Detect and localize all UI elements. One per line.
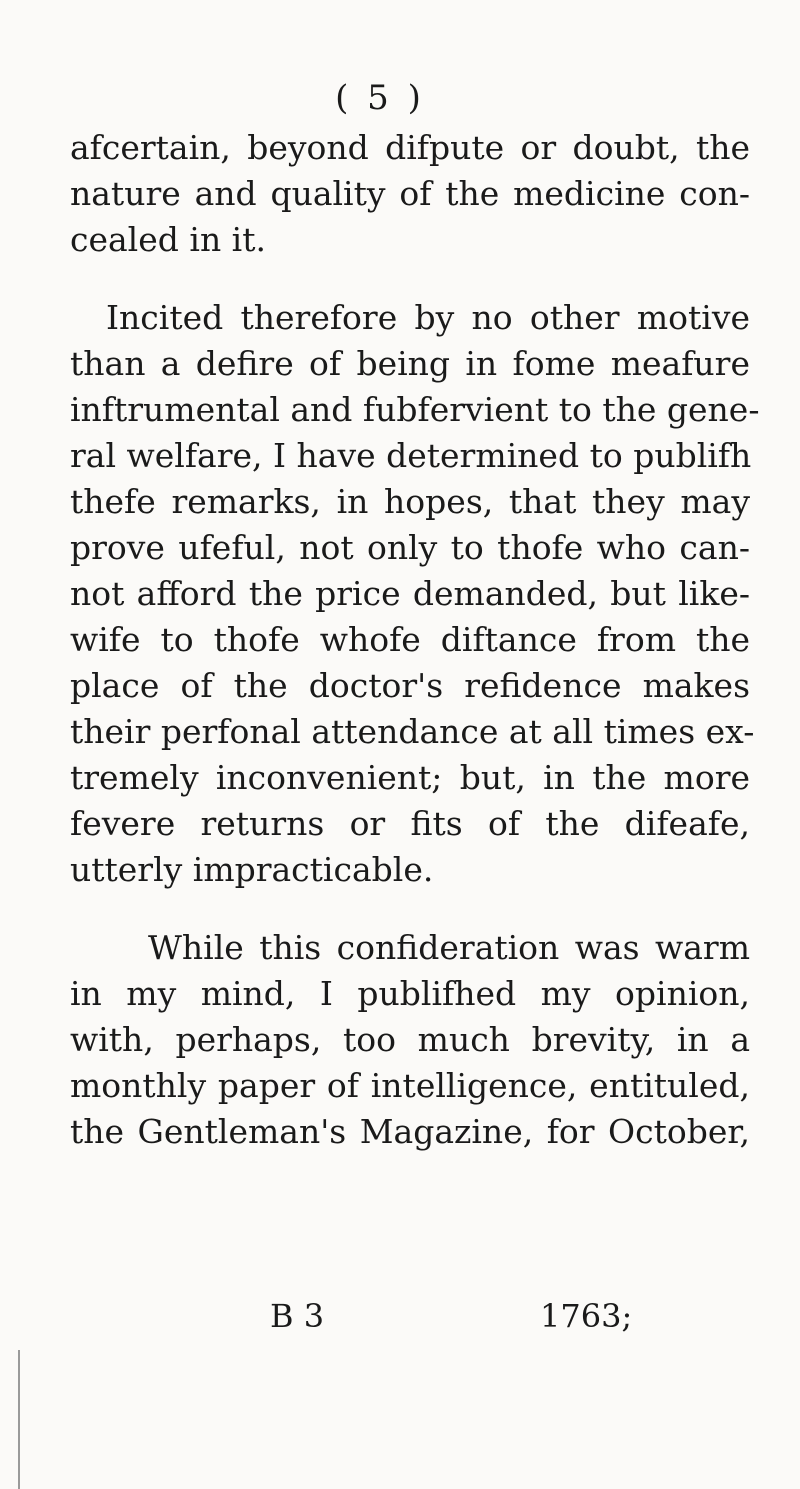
page-number: ( 5 ) — [335, 78, 425, 118]
paragraph — [70, 925, 750, 1155]
text-line: ral welfare, I have determined to publifh — [70, 436, 752, 475]
binding-edge-line — [18, 1350, 20, 1489]
text-line: the Gentleman's Magazine, for October, — [70, 1112, 750, 1151]
text-line: not afford the price demanded, but like- — [70, 574, 750, 613]
text-line: prove ufeful, not only to thofe who can- — [70, 528, 750, 567]
text-line: Incited therefore by no other motive — [106, 298, 750, 337]
text-line: afcertain, beyond difpute or doubt, the — [70, 128, 750, 167]
paragraph — [70, 295, 760, 893]
paragraph — [70, 125, 750, 263]
text-line: place of the doctor's refidence makes — [70, 666, 750, 705]
text-line: While this confideration was warm — [148, 928, 750, 967]
text-line: wife to thofe whofe diftance from the — [70, 620, 750, 659]
text-line: with, perhaps, too much brevity, in a — [70, 1020, 750, 1059]
body-text — [70, 125, 760, 1155]
text-line: than a defire of being in fome meafure — [70, 344, 750, 383]
text-line: cealed in it. — [70, 220, 266, 259]
text-line: inftrumental and fubfervient to the gene- — [70, 390, 760, 429]
text-line: fevere returns or fits of the difeafe, — [70, 804, 750, 843]
text-line: utterly impracticable. — [70, 850, 434, 889]
text-line: tremely inconvenient; but, in the more — [70, 758, 750, 797]
catchword: 1763; — [540, 1297, 633, 1335]
text-line: in my mind, I publifhed my opinion, — [70, 974, 750, 1013]
text-line: monthly paper of intelligence, entituled, — [70, 1066, 750, 1105]
page-footer — [0, 1297, 800, 1343]
text-line: nature and quality of the medicine con- — [70, 174, 750, 213]
text-line: thefe remarks, in hopes, that they may — [70, 482, 750, 521]
signature-mark: B 3 — [270, 1297, 325, 1335]
text-line: their perfonal attendance at all times ex- — [70, 712, 755, 751]
